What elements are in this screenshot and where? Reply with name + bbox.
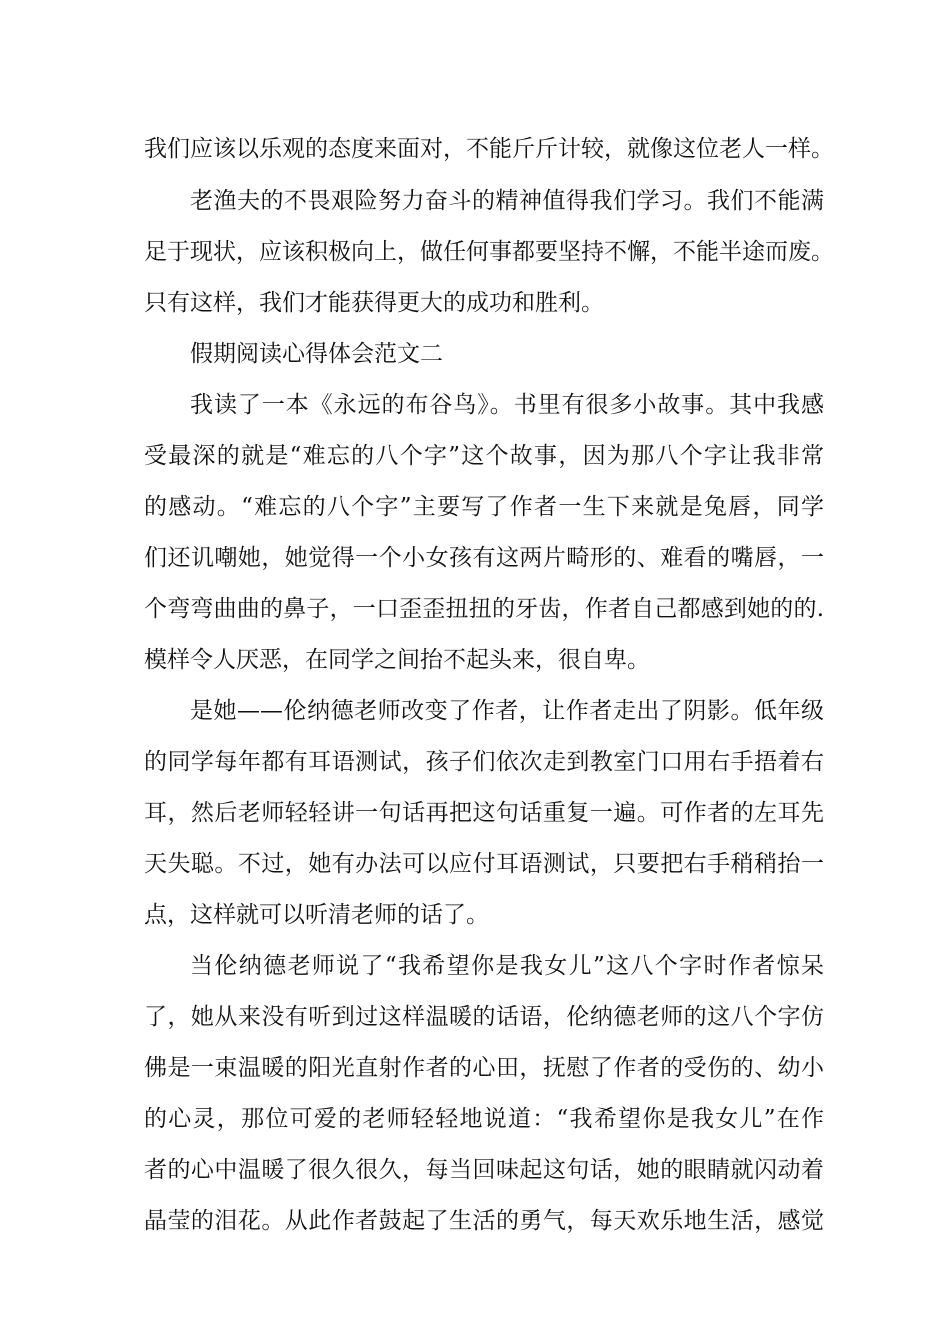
text-line: 只有这样，我们才能获得更大的成功和胜利。 bbox=[144, 290, 604, 316]
text-line: 点，这样就可以听清老师的话了。 bbox=[144, 902, 489, 928]
text-line: 们还讥嘲她，她觉得一个小女孩有这两片畸形的、难看的嘴唇，一 bbox=[144, 545, 824, 571]
text-line: 受最深的就是“难忘的八个字”这个故事，因为那八个字让我非常 bbox=[144, 443, 824, 469]
section-heading: 假期阅读心得体会范文二 bbox=[190, 341, 443, 367]
text-line: 的心灵，那位可爱的老师轻轻地说道：“我希望你是我女儿”在作 bbox=[144, 1106, 824, 1132]
text-line: 我们应该以乐观的态度来面对，不能斤斤计较，就像这位老人一样。 bbox=[144, 136, 834, 162]
text-line: 佛是一束温暖的阳光直射作者的心田，抚慰了作者的受伤的、幼小 bbox=[144, 1055, 824, 1081]
text-line: 天失聪。不过，她有办法可以应付耳语测试，只要把右手稍稍抬一 bbox=[144, 851, 824, 877]
text-line: 的感动。“难忘的八个字”主要写了作者一生下来就是兔唇，同学 bbox=[144, 494, 824, 520]
text-line: 是她——伦纳德老师改变了作者，让作者走出了阴影。低年级 bbox=[190, 698, 824, 724]
text-line: 耳，然后老师轻轻讲一句话再把这句话重复一遍。可作者的左耳先 bbox=[144, 800, 824, 826]
text-line: 老渔夫的不畏艰险努力奋斗的精神值得我们学习。我们不能满 bbox=[190, 188, 824, 214]
text-line: 者的心中温暖了很久很久，每当回味起这句话，她的眼睛就闪动着 bbox=[144, 1157, 824, 1183]
text-line: 模样令人厌恶，在同学之间抬不起头来，很自卑。 bbox=[144, 647, 650, 673]
text-line: 个弯弯曲曲的鼻子，一口歪歪扭扭的牙齿，作者自己都感到她的的. bbox=[144, 596, 824, 622]
text-line: 了，她从来没有听到过这样温暖的话语，伦纳德老师的这八个字仿 bbox=[144, 1004, 824, 1030]
text-line: 足于现状，应该积极向上，做任何事都要坚持不懈，不能半途而废。 bbox=[144, 239, 834, 265]
text-line: 的同学每年都有耳语测试，孩子们依次走到教室门口用右手捂着右 bbox=[144, 749, 824, 775]
text-line: 当伦纳德老师说了“我希望你是我女儿”这八个字时作者惊呆 bbox=[190, 953, 824, 979]
text-line: 我读了一本《永远的布谷鸟》。书里有很多小故事。其中我感 bbox=[190, 392, 824, 418]
text-line: 晶莹的泪花。从此作者鼓起了生活的勇气，每天欢乐地生活，感觉 bbox=[144, 1208, 824, 1234]
